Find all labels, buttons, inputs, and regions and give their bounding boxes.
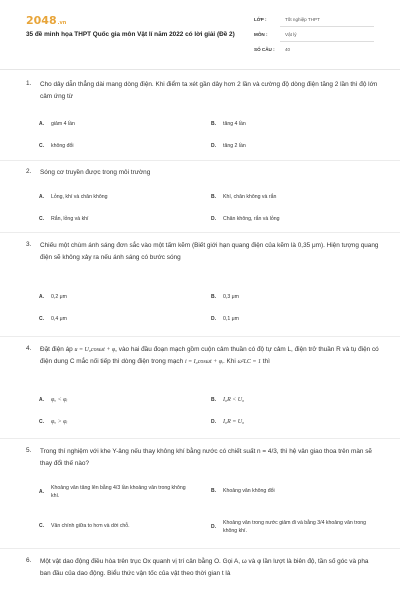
question-number: 6. — [26, 557, 32, 564]
option-letter: C. — [39, 523, 44, 529]
option-letter: C. — [39, 419, 44, 425]
option-letter: C. — [39, 216, 44, 222]
option-text: Vân chính giữa to hơn và dời chỗ. — [51, 523, 130, 529]
divider — [0, 160, 400, 161]
option-text: không đổi — [51, 143, 74, 149]
option-letter: B. — [211, 294, 216, 300]
option-text: φᵤ < φᵢ — [51, 397, 68, 403]
option-c[interactable] — [39, 143, 74, 149]
option-letter: D. — [211, 524, 216, 530]
option-b[interactable] — [211, 194, 276, 200]
option-text: tăng 4 lần — [223, 121, 246, 127]
option-letter: A. — [39, 397, 44, 403]
option-a[interactable] — [39, 294, 67, 300]
option-letter: B. — [211, 397, 216, 403]
option-letter: A. — [39, 121, 44, 127]
option-b[interactable] — [211, 488, 275, 494]
option-letter: C. — [39, 143, 44, 149]
option-text: Rắn, lỏng và khí — [51, 216, 89, 222]
question-number: 1. — [26, 80, 32, 87]
meta-label: LỚP : — [254, 17, 267, 22]
divider — [280, 26, 374, 27]
option-text: 0,2 μm — [51, 294, 67, 300]
option-letter: A. — [39, 294, 44, 300]
option-letter: A. — [39, 194, 44, 200]
logo-suffix: .vn — [57, 20, 67, 26]
option-text: Khoảng vân trong nước giảm đi và bằng 3/4 khoảng vân trong không khí. — [223, 520, 366, 534]
document-header — [0, 0, 400, 70]
divider — [280, 41, 374, 42]
option-a[interactable] — [39, 194, 108, 200]
question-text-part: thì — [261, 358, 270, 365]
option-letter: D. — [211, 143, 216, 149]
question-text-part: vào hai đầu đoạn mạch gồm cuộn cảm thuần có độ tự cảm L, điện trở thuần R và tụ điện có điện dung C mắc nối tiếp thì dòng điện trong mạch — [40, 346, 379, 365]
option-text: Khoảng vân tăng lên bằng 4/3 lần khoảng vân trong không khí. — [51, 485, 186, 499]
option-letter: B. — [211, 488, 216, 494]
question-text-part: . Khi — [222, 358, 238, 365]
option-letter: D. — [211, 419, 216, 425]
question-number: 4. — [26, 345, 32, 352]
question-text-part: Đặt điện áp — [40, 346, 75, 353]
option-text: Chân không, rắn và lỏng — [223, 216, 280, 222]
option-letter: C. — [39, 316, 44, 322]
question-number: 2. — [26, 168, 32, 175]
question-text: Chiếu một chùm ánh sáng đơn sắc vào một tấm kẽm (Biết giới hạn quang điện của kẽm là 0,35 μm). Hiện tượng quang điện sẽ không xảy ra nếu ánh sáng có bước sóng — [40, 242, 379, 261]
option-text: tăng 2 lần — [223, 143, 246, 149]
option-b[interactable] — [211, 121, 246, 127]
option-text: I₀R < U₀ — [223, 397, 245, 403]
meta-class — [254, 17, 320, 22]
option-d[interactable] — [211, 316, 239, 322]
question-text: Một vật dao động điều hòa trên trục Ox quanh vị trí cân bằng O. Gọi A, ω và φ lần lượt là biên độ, tần số góc và pha ban đầu của dao động. Biểu thức vận tốc của vật theo thời gian t là — [40, 558, 369, 577]
meta-label: SỐ CÂU : — [254, 47, 275, 52]
option-c[interactable] — [39, 216, 89, 222]
option-d[interactable] — [211, 419, 244, 425]
divider — [0, 232, 400, 233]
meta-count — [254, 47, 290, 52]
option-c[interactable] — [39, 523, 130, 529]
meta-value: Tốt nghiệp THPT — [285, 17, 320, 22]
option-text: Khoảng vân không đổi — [223, 488, 275, 494]
divider — [0, 548, 400, 549]
question-text: Trong thí nghiệm với khe Y-âng nếu thay không khí bằng nước có chiết suất n = 4/3, thì hệ vân giao thoa trên màn sẽ thay đổi thế nào? — [40, 448, 372, 467]
question-text: Cho dây dẫn thẳng dài mang dòng điện. Khi điểm ta xét gần dây hơn 2 lần và cường độ dòng điện tăng 2 lần thì độ lớn cảm ứng từ — [40, 81, 378, 100]
option-text: Lỏng, khí và chân không — [51, 194, 108, 200]
divider — [0, 336, 400, 337]
option-a[interactable] — [39, 484, 204, 500]
option-letter: B. — [211, 194, 216, 200]
meta-label: MÔN : — [254, 32, 268, 37]
question-text: Sóng cơ truyền được trong môi trường — [40, 169, 151, 176]
option-d[interactable] — [211, 216, 280, 222]
page-title: 35 đề minh họa THPT Quốc gia môn Vật lí năm 2022 có lời giải (Đề 2) — [26, 31, 235, 38]
option-text: φᵤ > φᵢ — [51, 419, 68, 425]
formula-voltage: u = U₀cosωt + φᵤ — [74, 347, 117, 353]
formula-resonance: ω²LC = 1 — [237, 359, 261, 365]
option-c[interactable] — [39, 419, 67, 425]
option-d[interactable] — [211, 143, 246, 149]
option-text: giảm 4 lần — [51, 121, 75, 127]
option-a[interactable] — [39, 121, 75, 127]
option-d[interactable] — [211, 519, 381, 535]
option-b[interactable] — [211, 397, 244, 403]
question-number: 3. — [26, 241, 32, 248]
meta-value: 40 — [285, 47, 291, 52]
option-text: I₀R = U₀ — [223, 419, 245, 425]
option-b[interactable] — [211, 294, 239, 300]
option-c[interactable] — [39, 316, 67, 322]
meta-subject — [254, 32, 297, 37]
option-text: 0,1 μm — [223, 316, 239, 322]
formula-current: i = I₀cosωt + φᵢ — [184, 359, 223, 365]
option-letter: D. — [211, 216, 216, 222]
option-letter: D. — [211, 316, 216, 322]
option-text: 0,4 μm — [51, 316, 67, 322]
option-text: 0,3 μm — [223, 294, 239, 300]
option-letter: A. — [39, 489, 44, 495]
divider — [0, 438, 400, 439]
option-text: Khí, chân không và rắn — [223, 194, 277, 200]
meta-value: Vật lý — [285, 32, 297, 37]
option-letter: B. — [211, 121, 216, 127]
logo-text: 2048 — [26, 14, 57, 27]
question-text — [40, 344, 380, 368]
question-number: 5. — [26, 447, 32, 454]
option-a[interactable] — [39, 397, 67, 403]
site-logo[interactable] — [26, 14, 66, 27]
